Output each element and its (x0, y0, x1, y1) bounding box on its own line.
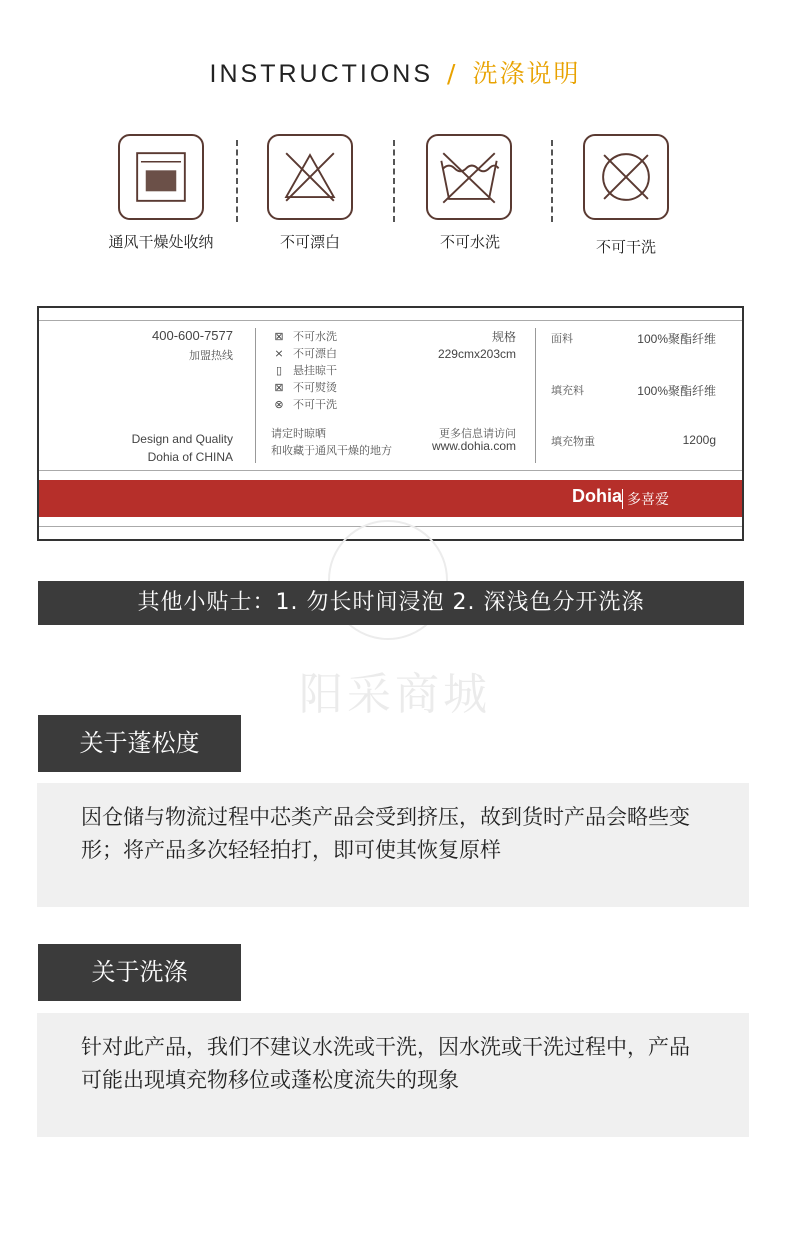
hotline-label: 加盟热线 (189, 350, 233, 362)
no-wash-icon (426, 134, 512, 220)
tips-bar: 其他小贴士：1. 勿长时间浸泡 2. 深浅色分开洗涤 (38, 581, 744, 625)
label-mid-line (39, 470, 742, 471)
brand-band (39, 480, 742, 517)
heading-cn: 洗涤说明 (472, 59, 581, 88)
care-item: ⨯ 不可漂白 (271, 345, 337, 361)
instructions-heading (0, 54, 790, 90)
care-symbol-icon: ⊠ (274, 331, 284, 343)
watermark-text: 阳采商城 (299, 669, 491, 720)
spec-label: 规格 (491, 330, 516, 344)
section-title-fluffiness: 关于蓬松度 (38, 715, 241, 772)
label-divider (535, 328, 536, 463)
icon-divider (236, 140, 238, 222)
fabric-label: 面料 (551, 333, 573, 345)
section-body-fluffiness (37, 783, 749, 907)
section-text-washing: 针对此产品，我们不建议水洗或干洗，因水洗或干洗过程中，产品可能出现填充物移位或蓬松度流失的现象 (81, 1035, 690, 1092)
design-line-2: Dohia of CHINA (147, 450, 233, 464)
filling-weight-label: 填充物重 (551, 436, 595, 448)
section-text-fluffiness: 因仓储与物流过程中芯类产品会受到挤压，故到货时产品会略些变形；将产品多次轻轻拍打，即可使其恢复原样 (81, 805, 690, 862)
care-symbol-icon: ⊠ (274, 382, 284, 394)
more-info-label: 更多信息请访问 (439, 428, 516, 440)
fabric-value: 100%聚酯纤维 (637, 332, 716, 346)
section-title-washing: 关于洗涤 (38, 944, 241, 1001)
dry-note-2: 和收藏于通风干燥的地方 (271, 445, 392, 457)
icon-divider (551, 140, 553, 222)
care-item: ▯ 悬挂晾干 (271, 362, 337, 378)
filling-label: 填充料 (551, 385, 584, 397)
care-symbol-icon: ▯ (275, 365, 283, 377)
hotline-number: 400-600-7577 (152, 328, 233, 343)
label-divider (255, 328, 256, 463)
dry-note-1: 请定时晾晒 (271, 428, 326, 440)
product-care-label (37, 306, 744, 541)
icon-label-no-bleach: 不可漂白 (279, 233, 340, 251)
ventilated-dry-storage-icon (118, 134, 204, 220)
icon-label-ventilated: 通风干燥处收纳 (108, 233, 214, 251)
website: www.dohia.com (431, 439, 516, 453)
heading-separator: / (447, 59, 459, 88)
icon-label-no-wash: 不可水洗 (439, 233, 500, 251)
no-dry-clean-icon (583, 134, 669, 220)
filling-value: 100%聚酯纤维 (637, 384, 716, 398)
section-body-washing (37, 1013, 749, 1137)
brand-logo-en: Dohia (571, 486, 622, 506)
filling-weight-value: 1200g (682, 433, 716, 447)
care-item: ⊗ 不可干洗 (271, 396, 337, 412)
care-item: ⊠ 不可水洗 (271, 328, 337, 344)
no-bleach-icon (267, 134, 353, 220)
heading-en: INSTRUCTIONS (209, 60, 434, 88)
spec-value: 229cmx203cm (437, 347, 516, 361)
icon-divider (393, 140, 395, 222)
care-item: ⊠ 不可熨烫 (271, 379, 337, 395)
care-symbol-icon: ⨯ (274, 348, 284, 360)
label-top-line (39, 320, 742, 321)
icon-label-no-dry-clean: 不可干洗 (595, 238, 656, 256)
brand-logo-cn: 多喜爱 (622, 489, 669, 509)
care-symbol-icon: ⊗ (274, 399, 284, 411)
design-line-1: Design and Quality (131, 432, 233, 446)
